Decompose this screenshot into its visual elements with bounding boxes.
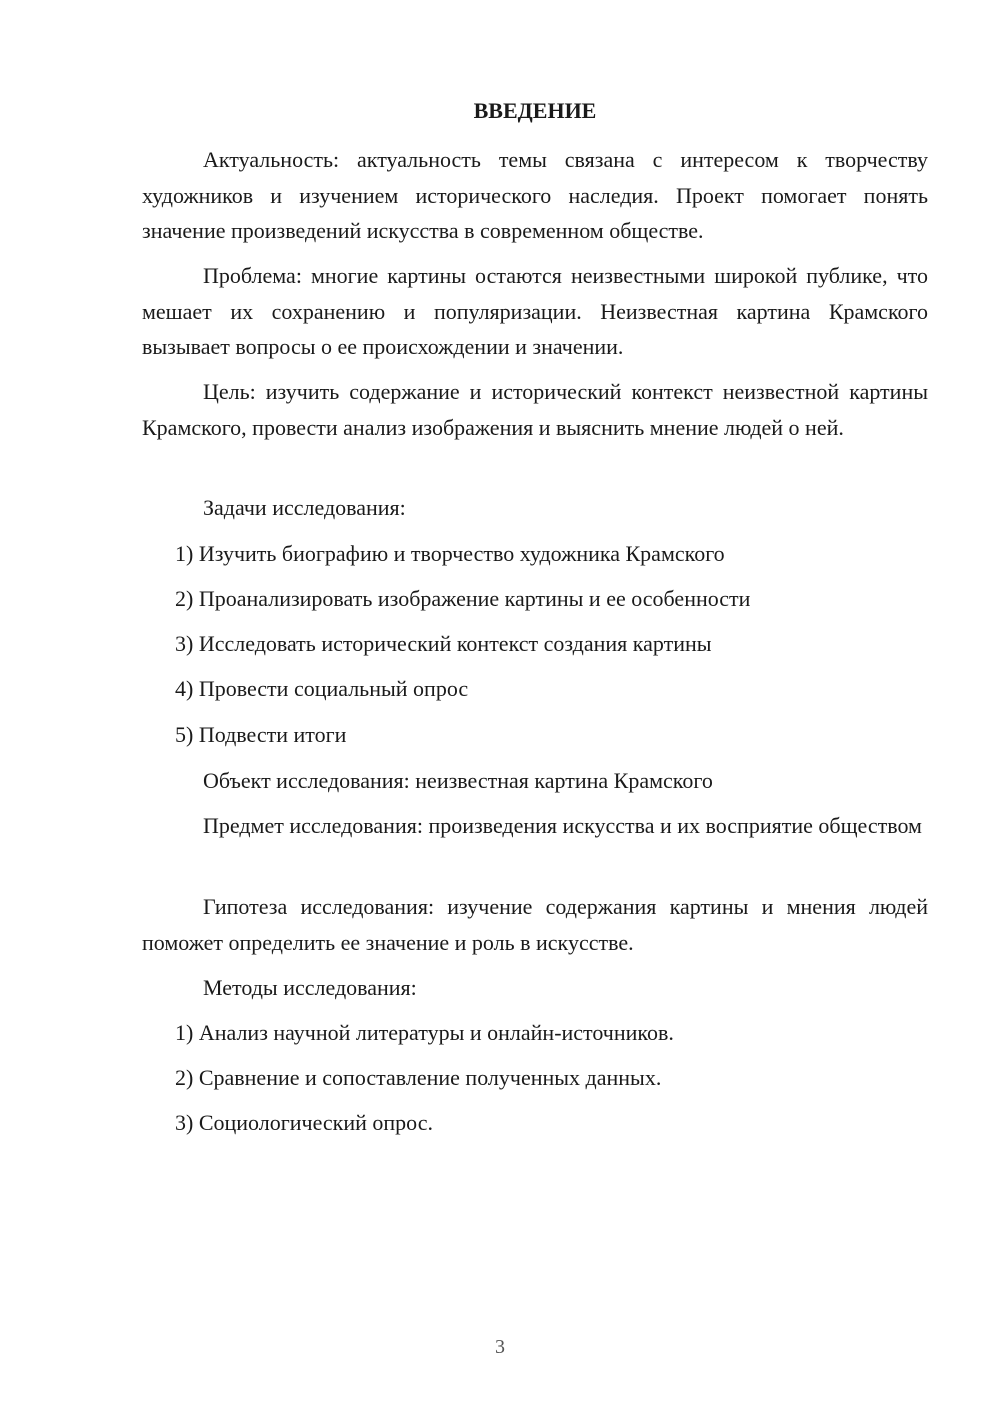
hypothesis-paragraph: Гипотеза исследования: изучение содержания картины и мнения людей поможет определить ее значение и роль в искусстве. (142, 894, 928, 955)
problem-paragraph: Проблема: многие картины остаются неизвестными широкой публике, что мешает их сохранению и популяризации. Неизвестная картина Крамского вызывает вопросы о ее происхождении и значении. (142, 263, 928, 359)
list-item: 1) Анализ научной литературы и онлайн-источников. (175, 1020, 674, 1045)
subject-paragraph: Предмет исследования: произведения искусства и их восприятие обществом (203, 813, 922, 838)
list-item: 3) Исследовать исторический контекст создания картины (175, 631, 712, 656)
page-title: ВВЕДЕНИЕ (473, 98, 597, 123)
list-item: 4) Провести социальный опрос (175, 676, 469, 701)
tasks-title: Задачи исследования: (203, 495, 406, 520)
object-statement: Объект исследования: неизвестная картина Крамского (203, 768, 713, 793)
list-item: 2) Сравнение и сопоставление полученных данных. (175, 1065, 662, 1090)
list-item: 2) Проанализировать изображение картины и ее особенности (175, 586, 751, 611)
list-item: 5) Подвести итоги (175, 722, 347, 747)
goal-paragraph: Цель: изучить содержание и исторический контекст неизвестной картины Крамского, провести анализ изображения и выяснить мнение людей о ней. (142, 379, 928, 440)
relevance-paragraph: Актуальность: актуальность темы связана с интересом к творчеству художников и изучением исторического наследия. Проект помогает понять значение произведений искусства в современном обществе. (142, 147, 928, 243)
list-item: 1) Изучить биографию и творчество художника Крамского (175, 541, 725, 566)
methods-title: Методы исследования: (203, 975, 417, 1000)
list-item: 3) Социологический опрос. (175, 1110, 433, 1135)
page-number: 3 (495, 1336, 505, 1358)
